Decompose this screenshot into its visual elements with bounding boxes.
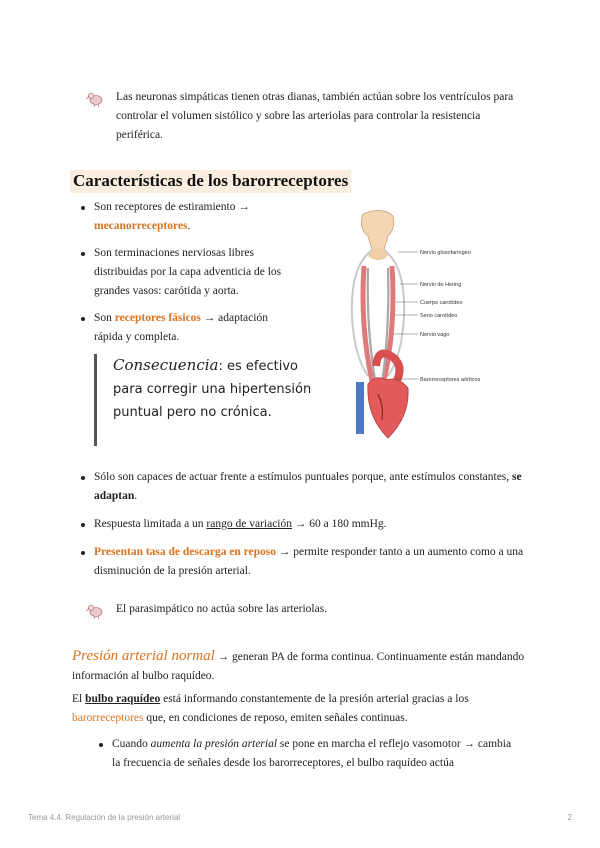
highlight-term: barorreceptores xyxy=(72,712,144,724)
footer-title: Tema 4.4. Regulación de la presión arterial xyxy=(28,813,181,822)
highlight-term: mecanorreceptores xyxy=(94,220,188,232)
highlight-term: Presentan tasa de descarga en reposo xyxy=(94,546,276,558)
baroreceptor-anatomy-illustration xyxy=(338,206,520,444)
bold-term: bulbo raquídeo xyxy=(85,693,161,705)
list-item: Cuando aumenta la presión arterial se pone en marcha el reflejo vasomotor → cambia la frecuencia de señales desde los barorreceptores, el bulbo raquídeo actúa xyxy=(96,735,516,773)
kiwi-bird-icon xyxy=(86,88,106,108)
label-seno: Seno carotídeo xyxy=(420,313,458,319)
bullet-list-mid xyxy=(78,468,533,589)
emphasis-term: Presión arterial normal xyxy=(72,648,215,664)
label-hering: Nervio de Hering xyxy=(420,282,462,288)
section-title: Características de los barorreceptores xyxy=(70,170,351,193)
bullet-list-last xyxy=(96,735,516,781)
label-glosofaringeo: Nervio glosofaríngeo xyxy=(420,250,471,256)
list-item: Son terminaciones nerviosas libres distribuidas por la capa adventicia de los grandes vasos: carótida y aorta. xyxy=(78,244,290,301)
baroreceptor-figure xyxy=(338,206,520,444)
label-aorticos: Barorreceptores aórticos xyxy=(420,377,481,383)
list-item: Presentan tasa de descarga en reposo → permite responder tanto a un aumento como a una disminución de la presión arterial. xyxy=(78,543,533,581)
bullet-list-top xyxy=(78,198,290,355)
quote-emphasis: Consecuencia xyxy=(113,356,219,374)
list-item: Son receptores fásicos → adaptación rápida y completa. xyxy=(78,309,290,347)
callout-text: Las neuronas simpáticas tienen otras dianas, también actúan sobre los ventrículos para controlar el volumen sistólico y sobre las arteriolas para controlar la resistencia periférica. xyxy=(116,91,514,141)
paragraph-normal-pressure: Presión arterial normal → generan PA de forma continua. Continuamente están mandando información al bulbo raquídeo. xyxy=(72,648,525,682)
highlight-term: receptores fásicos xyxy=(114,312,201,324)
list-item: Son receptores de estiramiento → mecanorreceptores. xyxy=(78,198,290,236)
underlined-term: rango de variación xyxy=(206,518,292,530)
paragraph-bulbo: El bulbo raquídeo está informando constantemente de la presión arterial gracias a los barorreceptores que, en condiciones de reposo, emiten señales continuas. xyxy=(72,693,469,724)
label-cuerpo: Cuerpo carotídeo xyxy=(420,300,463,306)
kiwi-bird-icon xyxy=(86,600,106,620)
list-item: Respuesta limitada a un rango de variación → 60 a 180 mmHg. xyxy=(78,515,533,534)
callout-text: El parasimpático no actúa sobre las arteriolas. xyxy=(116,603,328,615)
label-vago: Nervio vago xyxy=(420,332,450,338)
page-number: 2 xyxy=(567,813,572,822)
list-item: Sólo son capaces de actuar frente a estímulos puntuales porque, ante estímulos constantes, se adaptan. xyxy=(78,468,533,506)
consequence-quote: Consecuencia: es efectivo para corregir una hipertensión puntual pero no crónica. xyxy=(94,354,313,446)
